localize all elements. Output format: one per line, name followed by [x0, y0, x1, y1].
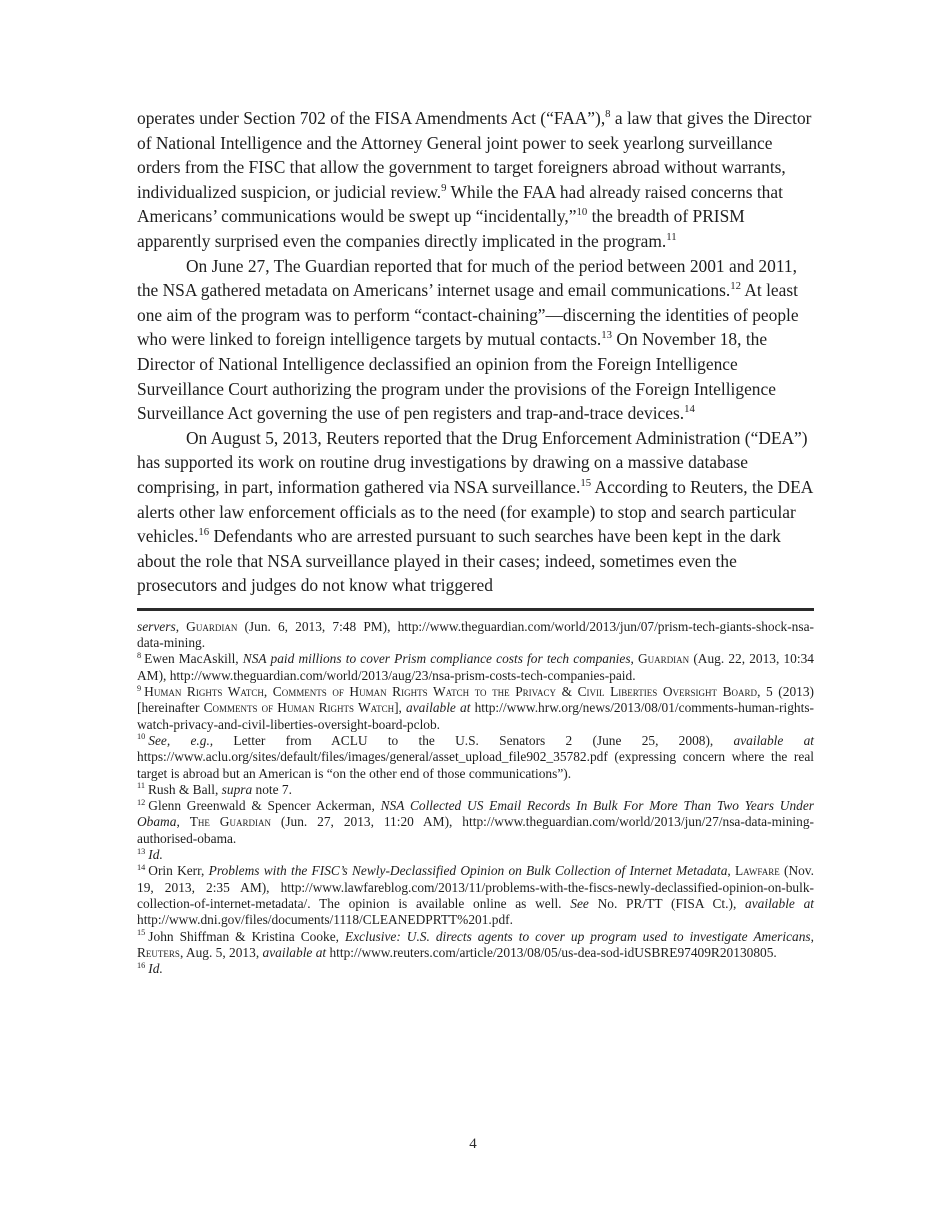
text-run: https://www.aclu.org/sites/default/files/images/general/asset_upload_file902_35782.pdf (expressing concern where the real target is abroad but an American is “on the other end of those communications”). — [137, 749, 814, 781]
text-run: , Aug. 5, 2013, — [179, 944, 263, 960]
body-paragraph — [137, 254, 814, 426]
text-run: , 5 (2013) [hereinafter — [137, 684, 814, 716]
text-run: http://www.reuters.com/article/2013/08/05/us-dea-sod-idUSBRE97409R20130805. — [326, 944, 777, 960]
text-run: available at — [733, 732, 815, 748]
text-run: , — [630, 651, 639, 667]
text-run: http://www.hrw.org/news/2013/08/01/comments-human-rights-watch-privacy-and-civil-liberties-oversight-board-pclob. — [137, 700, 815, 732]
footnote-number: 16 — [137, 960, 146, 970]
footnote-number: 9 — [137, 683, 142, 693]
text-run: (Jun. 27, 2013, 11:20 AM), http://www.theguardian.com/world/2013/jun/27/nsa-data-mining-authorised-obama. — [137, 814, 814, 846]
text-run: (Jun. 6, 2013, 7:48 PM), http://www.theguardian.com/world/2013/jun/07/prism-tech-giants-shock-nsa-data-mining. — [137, 618, 814, 651]
footnote-16 — [137, 961, 814, 977]
text-run: John Shiffman & Kristina Cooke, — [148, 928, 346, 944]
text-run: (Aug. 22, 2013, 10:34 AM), http://www.theguardian.com/world/2013/aug/23/nsa-prism-costs-tech-companies-paid. — [137, 651, 814, 683]
footnote-separator — [137, 608, 814, 611]
text-run: Rush & Ball, — [148, 781, 222, 797]
text-run: The Guardian — [189, 814, 271, 830]
text-run: note 7. — [252, 781, 292, 797]
text-run: See, e.g., — [148, 732, 214, 748]
footnote-15 — [137, 929, 814, 962]
text-run: http://www.dni.gov/files/documents/1118/CLEANEDPRTT%201.pdf. — [137, 912, 513, 928]
text-run: Problems with the FISC’s Newly-Declassified Opinion on Bulk Collection of Internet Metadata — [208, 863, 728, 879]
footnote-ref: 15 — [580, 477, 592, 490]
footnote-11 — [137, 782, 814, 798]
text-run: See — [570, 895, 589, 911]
text-run: Defendants who are arrested pursuant to such searches have been kept in the dark about the role that NSA surveillance played in their cases; indeed, sometimes even the prosecutors and judges do not know what triggered — [137, 526, 781, 596]
footnote-8 — [137, 651, 814, 684]
footnote-ref: 9 — [441, 181, 447, 194]
text-run: On June 27, The Guardian reported that for much of the period between 2001 and 2011, the NSA gathered metadata on Americans’ internet usage and email communications. — [137, 255, 797, 301]
footnote-14 — [137, 863, 814, 928]
text-run: Comments of Human Rights Watch — [203, 700, 395, 716]
text-run: Id. — [148, 847, 163, 863]
text-run: NSA paid millions to cover Prism compliance costs for tech companies — [242, 651, 631, 667]
text-run: Id. — [148, 961, 163, 977]
footnote-number: 8 — [137, 651, 142, 660]
footnote-10 — [137, 733, 814, 782]
text-run: available at — [745, 895, 815, 911]
footnote-ref: 13 — [601, 329, 613, 342]
footnote-number: 15 — [137, 928, 146, 938]
text-run: Guardian — [186, 618, 238, 634]
footnote-ref: 16 — [198, 526, 210, 539]
text-run: Human Rights Watch, Comments of Human Rights Watch to the Privacy & Civil Liberties Oversight Board — [144, 684, 758, 700]
text-run: NSA Collected US Email Records In Bulk For More Than Two Years Under Obama — [137, 798, 814, 830]
footnote-13 — [137, 847, 814, 863]
text-run: On August 5, 2013, Reuters reported that the Drug Enforcement Administration (“DEA”) has supported its work on routine drug investigations by drawing on a massive database comprising, in part, information gathered via NSA surveillance. — [137, 427, 808, 497]
text-run: , — [810, 928, 814, 944]
page-number: 4 — [469, 1136, 477, 1152]
text-run: available at — [406, 700, 471, 716]
text-run: Reuters — [137, 944, 180, 960]
body-paragraph — [137, 106, 814, 254]
text-run: (Nov. 19, 2013, 2:35 AM), http://www.lawfareblog.com/2013/11/problems-with-the-fiscs-newly-declassified-opinion-on-bulk-collection-of-internet-metadata/. The opinion is available online as well. — [137, 863, 814, 911]
footnote-number: 13 — [137, 846, 146, 856]
text-run: While the FAA had already raised concerns that Americans’ communications would be swept up “incidentally,” — [137, 181, 783, 227]
page-content — [137, 106, 814, 977]
footnote-number: 14 — [137, 862, 146, 872]
text-run: No. PR/TT (FISA Ct.), — [588, 895, 746, 911]
text-run: operates under Section 702 of the FISA Amendments Act (“FAA”), — [137, 108, 606, 128]
text-run: , — [727, 863, 735, 879]
text-run: a law that gives the Director of National Intelligence and the Attorney General joint power to seek yearlong surveillance orders from the FISC that allow the government to target foreigners abroad without warrants, individualized suspicion, or judicial review. — [137, 108, 812, 202]
footnotes — [137, 619, 814, 978]
text-run: Letter from ACLU to the U.S. Senators 2 (June 25, 2008), — [213, 732, 734, 748]
footnote-number: 12 — [137, 797, 146, 807]
text-run: Ewen MacAskill, — [144, 651, 243, 667]
text-run: ], — [394, 700, 407, 716]
text-run: Guardian — [638, 651, 690, 667]
text-run: Lawfare — [734, 863, 780, 879]
text-run: available at — [262, 944, 327, 960]
footnote-ref: 11 — [666, 231, 677, 244]
body-paragraph — [137, 426, 814, 598]
text-run: servers — [137, 618, 176, 634]
footnote-carryover — [137, 619, 814, 652]
text-run: According to Reuters, the DEA alerts other law enforcement officials as to the need (for example) to stop and search particular vehicles. — [137, 476, 813, 547]
text-run: At least one aim of the program was to perform “contact-chaining”—discerning the identities of people who were linked to foreign intelligence targets by mutual contacts. — [137, 280, 799, 350]
footnote-number: 10 — [137, 732, 146, 742]
text-run: Glenn Greenwald & Spencer Ackerman, — [148, 798, 381, 814]
body-text — [137, 106, 814, 598]
text-run: supra — [221, 781, 253, 797]
text-run: Orin Kerr, — [148, 863, 209, 879]
footnote-ref: 14 — [684, 403, 695, 416]
footnote-12 — [137, 798, 814, 847]
text-run: the breadth of PRISM apparently surprised even the companies directly implicated in the program. — [137, 206, 745, 251]
text-run: On November 18, the Director of National Intelligence declassified an opinion from the Foreign Intelligence Surveillance Court authorizing the program under the provisions of the Foreign Intelligence Surveillance Act governing the use of pen registers and trap-and-trace devices. — [137, 329, 776, 424]
footnote-9 — [137, 684, 814, 733]
text-run: Exclusive: U.S. directs agents to cover up program used to investigate Americans — [345, 928, 811, 944]
text-run: , — [175, 618, 187, 634]
footnote-ref: 10 — [576, 206, 588, 219]
footnote-ref: 8 — [605, 108, 611, 121]
text-run: , — [176, 814, 190, 830]
footnote-ref: 12 — [730, 280, 741, 293]
footnote-number: 11 — [137, 781, 145, 791]
